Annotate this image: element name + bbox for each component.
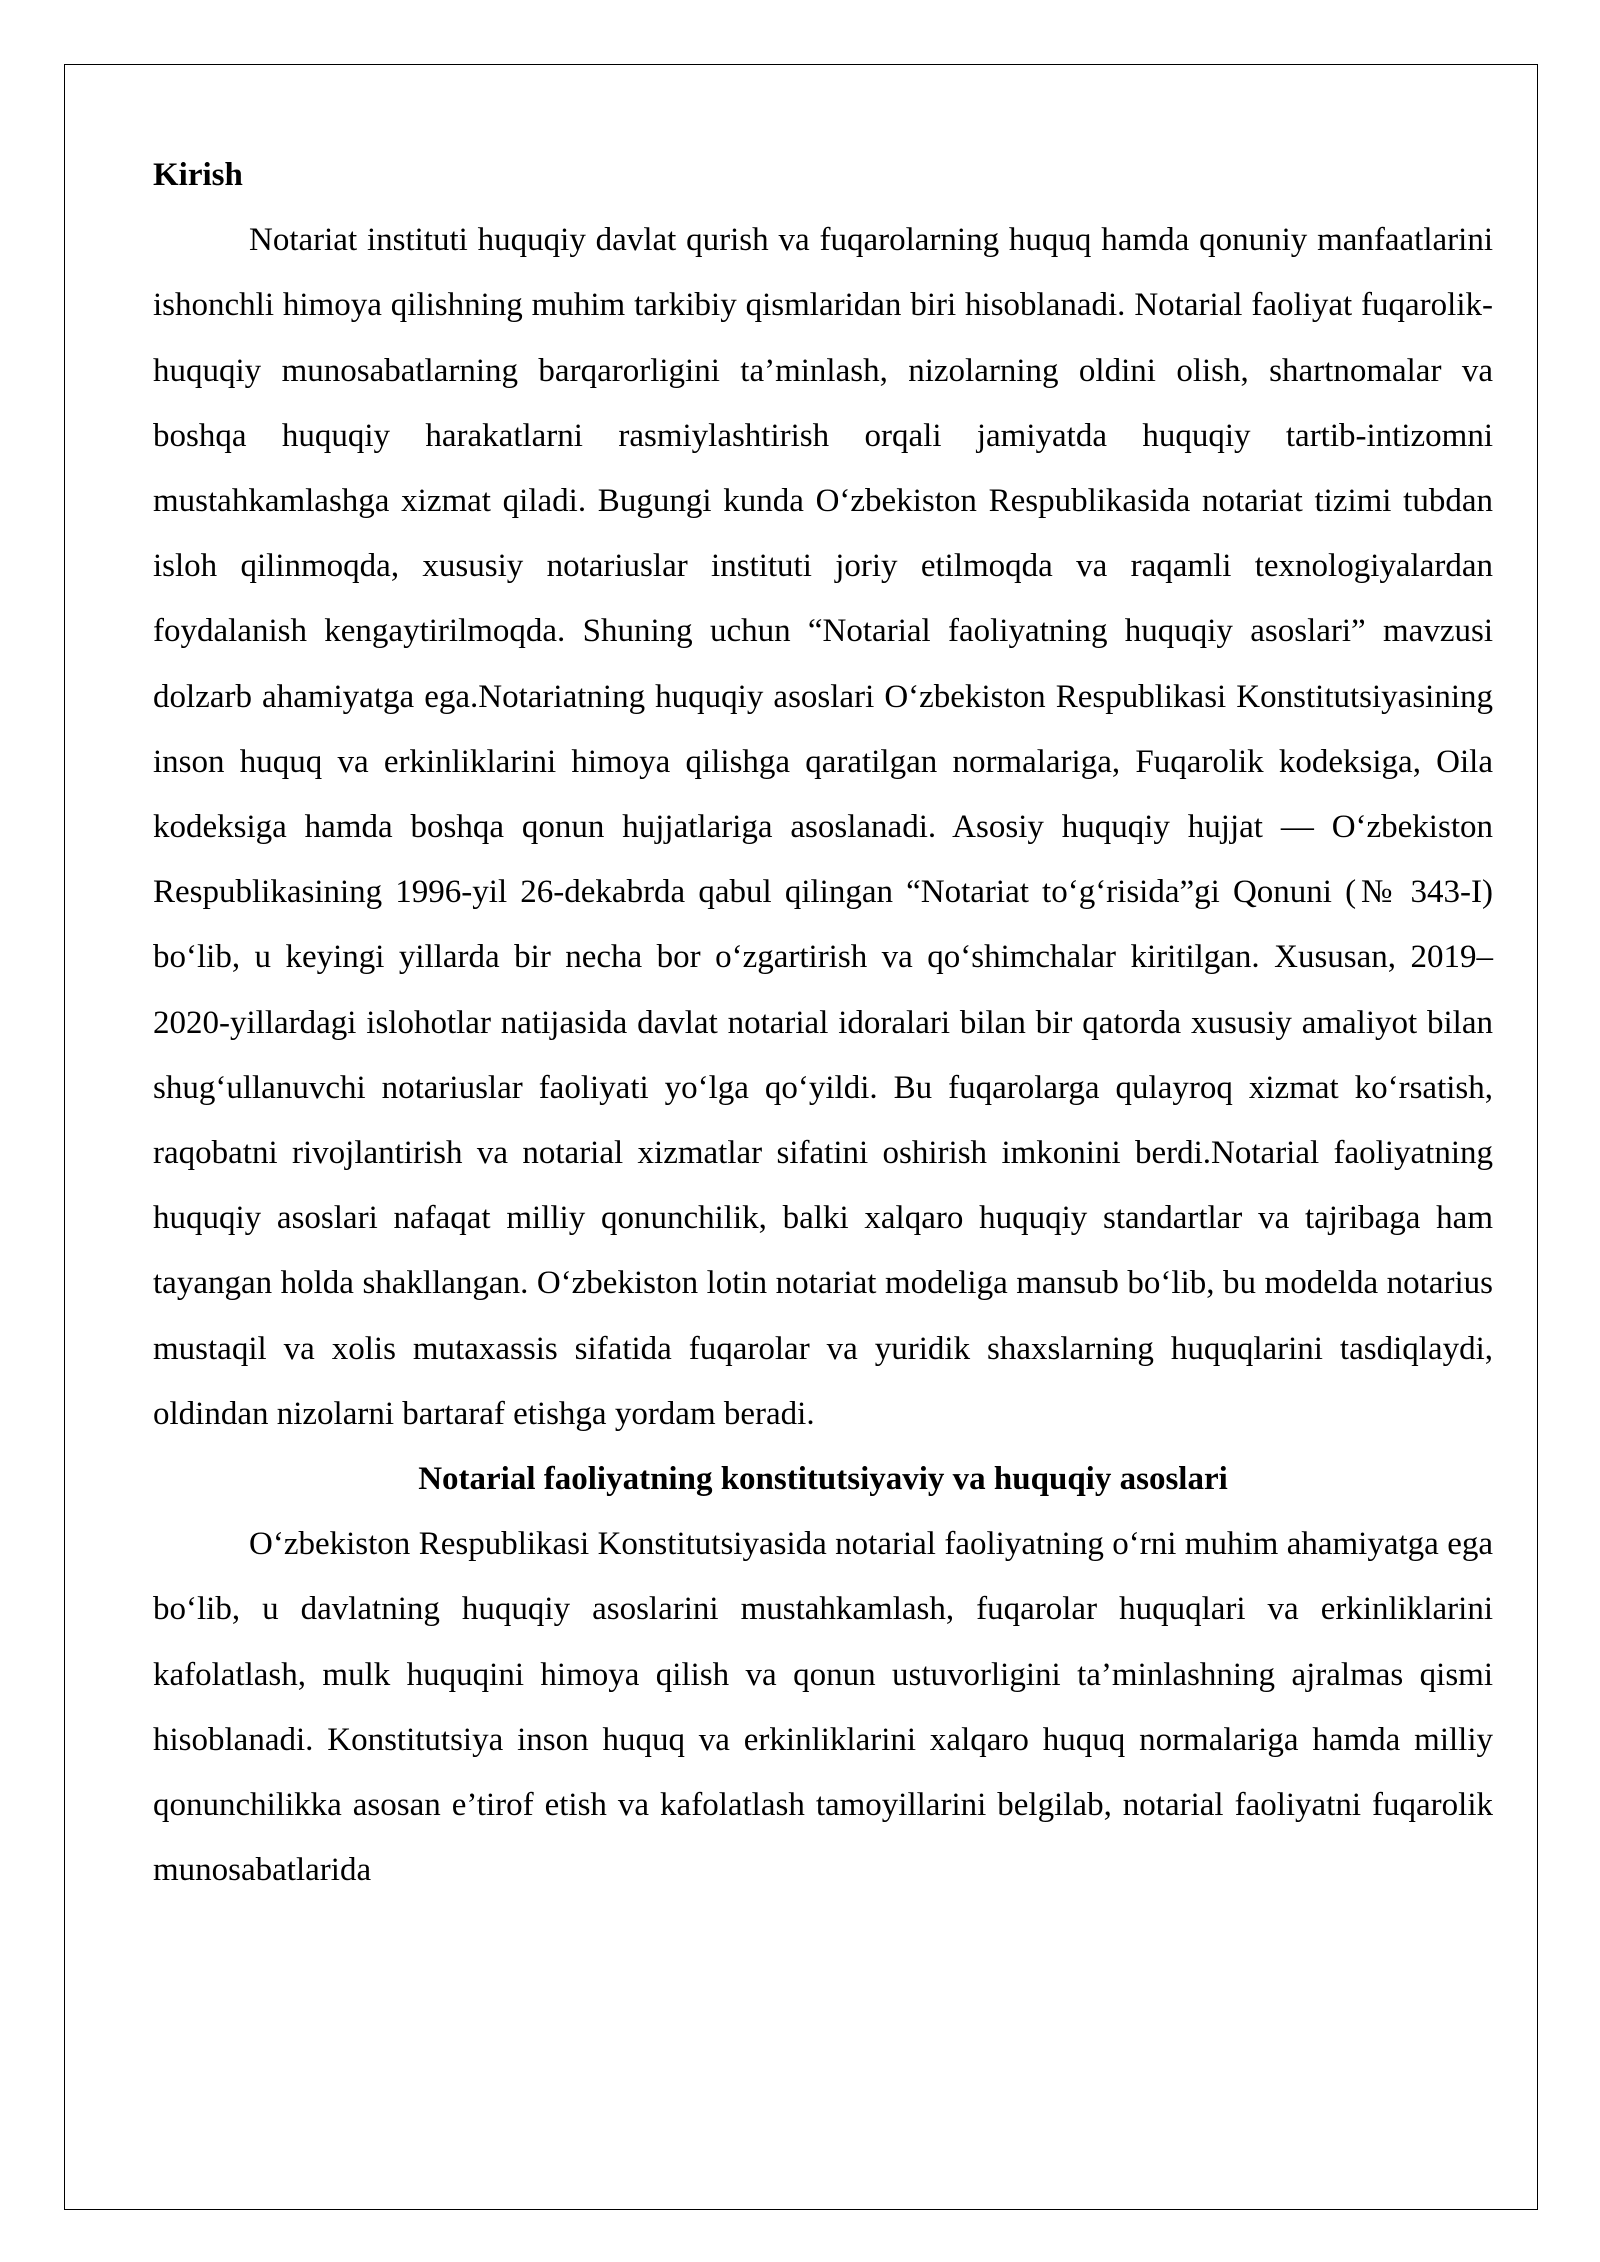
section-title: Notarial faoliyatning konstitutsiyaviy va huquqiy asoslari [418,1461,1228,1498]
intro-paragraph: Notariat instituti huquqiy davlat qurish va fuqarolarning huquq hamda qonuniy manfaatlarini ishonchli himoya qilishning muhim tarkibiy qismlaridan biri hisoblanadi. Notarial faoliyat fuqarolik-huquqiy munosabatlarning barqarorligini ta’minlash, nizolarning oldini olish, shartnomalar va boshqa huquqiy harakatlarni rasmiylashtirish orqali jamiyatda huquqiy tartib-intizomni mustahkamlashga xizmat qiladi. Bugungi kunda O‘zbekiston Respublikasida notariat tizimi tubdan isloh qilinmoqda, xususiy notariuslar instituti joriy etilmoqda va raqamli texnologiyalardan foydalanish kengaytirilmoqda. Shuning uchun “Notarial faoliyatning huquqiy asoslari” mavzusi dolzarb ahamiyatga ega.Notariatning huquqiy asoslari O‘zbekiston Respublikasi Konstitutsiyasining inson huquq va erkinliklarini himoya qilishga qaratilgan normalariga, Fuqarolik kodeksiga, Oila kodeksiga hamda boshqa qonun hujjatlariga asoslanadi. Asosiy huquqiy hujjat — O‘zbekiston Respublikasining 1996-yil 26-dekabrda qabul qilingan “Notariat to‘g‘risida”gi Qonuni (№ 343-I) bo‘lib, u keyingi yillarda bir necha bor o‘zgartirish va qo‘shimchalar kiritilgan. Xususan, 2019–2020-yillardagi islohotlar natijasida davlat notarial idoralari bilan bir qatorda xususiy amaliyot bilan shug‘ullanuvchi notariuslar faoliyati yo‘lga qo‘yildi. Bu fuqarolarga qulayroq xizmat ko‘rsatish, raqobatni rivojlantirish va notarial xizmatlar sifatini oshirish imkonini berdi.Notarial faoliyatning huquqiy asoslari nafaqat milliy qonunchilik, balki xalqaro huquqiy standartlar va tajribaga ham tayangan holda shakllangan. O‘zbekiston lotin notariat modeliga mansub bo‘lib, bu modelda notarius mustaqil va xolis mutaxassis sifatida fuqarolar va yuridik shaxslarning huquqlarini tasdiqlaydi, oldindan nizolarni bartaraf etishga yordam beradi. [153,222,1493,1432]
document-body [153,143,1493,1903]
document-heading: Kirish [153,157,243,193]
section-paragraph: O‘zbekiston Respublikasi Konstitutsiyasida notarial faoliyatning o‘rni muhim ahamiyatga ega bo‘lib, u davlatning huquqiy asoslarini mustahkamlash, fuqarolar huquqlari va erkinliklarini kafolatlash, mulk huquqini himoya qilish va qonun ustuvorligini ta’minlashning ajralmas qismi hisoblanadi. Konstitutsiya inson huquq va erkinliklarini xalqaro huquq normalariga hamda milliy qonunchilikka asosan e’tirof etish va kafolatlash tamoyillarini belgilab, notarial faoliyatni fuqarolik munosabatlarida [153,1526,1493,1889]
